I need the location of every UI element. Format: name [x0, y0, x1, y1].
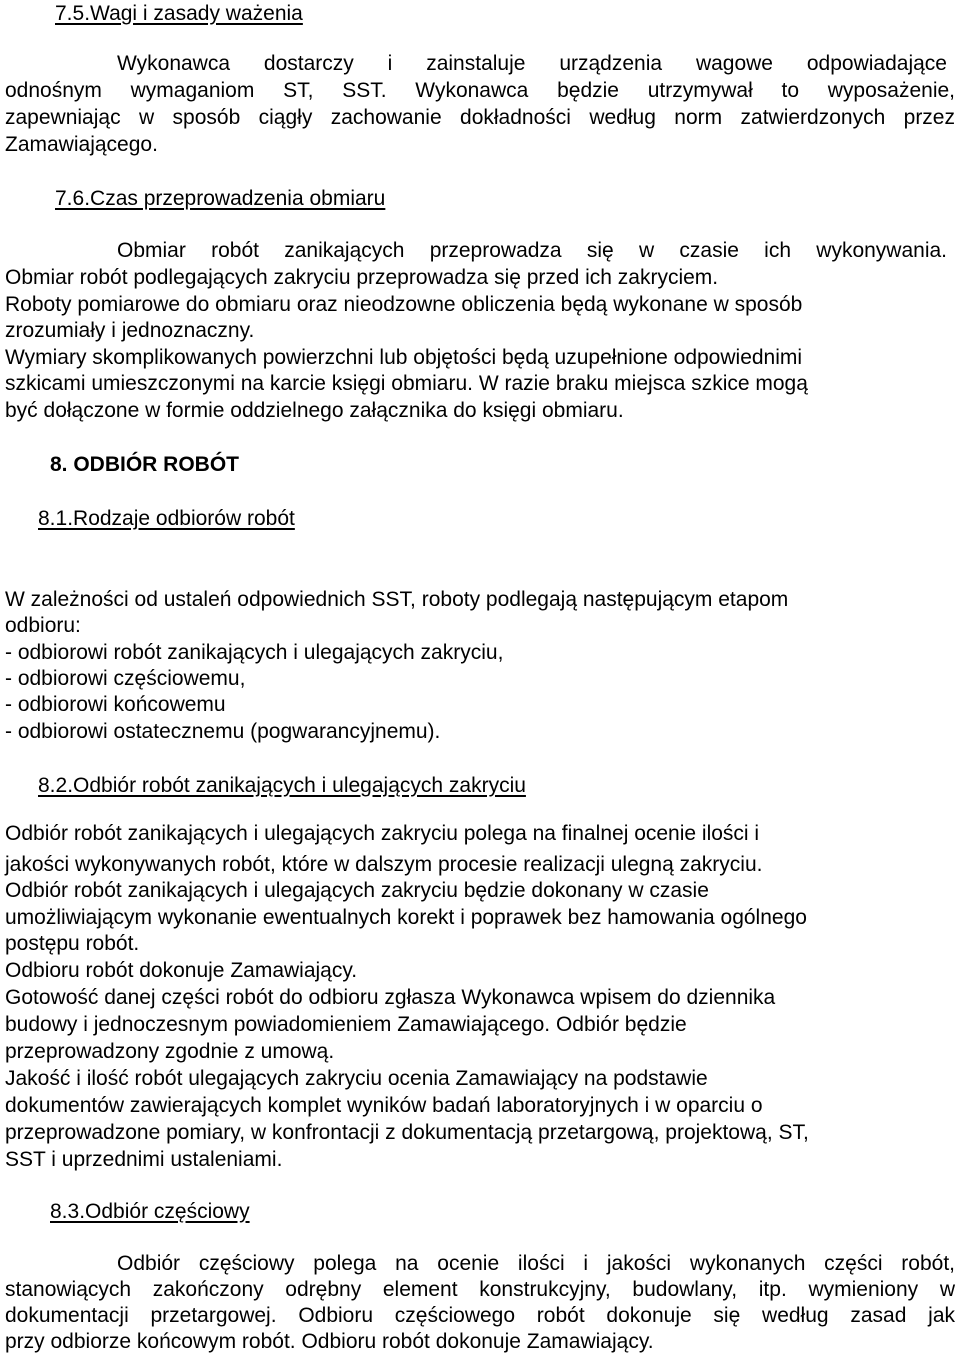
paragraph-line: Wymiary skomplikowanych powierzchni lub objętości będą uzupełnione odpowiednimi — [5, 346, 803, 369]
paragraph-line: postępu robót. — [5, 932, 140, 955]
paragraph-line: odbioru: — [5, 614, 81, 637]
section-7-5-heading: 7.5.Wagi i zasady ważenia — [55, 2, 303, 25]
paragraph-line: szkicami umieszczonymi na karcie księgi obmiaru. W razie braku miejsca szkice mogą — [5, 372, 808, 395]
paragraph-line: Obmiar robót podlegających zakryciu przeprowadza się przed ich zakryciem. — [5, 266, 719, 289]
section-8-3-heading: 8.3.Odbiór częściowy — [50, 1200, 250, 1223]
section-8-1-heading: 8.1.Rodzaje odbiorów robót — [38, 507, 295, 530]
paragraph-line: Obmiar robót zanikających przeprowadza się w czasie ich wykonywania. — [117, 239, 947, 262]
paragraph-line: być dołączone w formie oddzielnego załącznika do księgi obmiaru. — [5, 399, 624, 422]
paragraph-line: dokumentów zawierających komplet wyników badań laboratoryjnych i w oparciu o — [5, 1094, 763, 1117]
list-item: - odbiorowi częściowemu, — [5, 667, 246, 690]
paragraph-line: przy odbiorze końcowym robót. Odbioru robót dokonuje Zamawiający. — [5, 1330, 654, 1353]
paragraph-line: stanowiących zakończony odrębny element konstrukcyjny, budowlany, itp. wymieniony w — [5, 1278, 955, 1301]
paragraph-line: odnośnym wymaganiom ST, SST. Wykonawca będzie utrzymywał to wyposażenie, — [5, 79, 955, 102]
paragraph-line: Roboty pomiarowe do obmiaru oraz nieodzowne obliczenia będą wykonane w sposób — [5, 293, 803, 316]
paragraph-line: Odbiór robót zanikających i ulegających zakryciu będzie dokonany w czasie — [5, 879, 709, 902]
paragraph-line: Wykonawca dostarczy i zainstaluje urządzenia wagowe odpowiadające — [117, 52, 947, 75]
paragraph-line: dokumentacji przetargowej. Odbioru częściowego robót dokonuje się według zasad jak — [5, 1304, 955, 1327]
paragraph-line: przeprowadzony zgodnie z umową. — [5, 1040, 335, 1063]
paragraph-line: przeprowadzone pomiary, w konfrontacji z dokumentacją przetargową, projektową, ST, — [5, 1121, 809, 1144]
list-item: - odbiorowi końcowemu — [5, 693, 226, 716]
section-7-6-heading: 7.6.Czas przeprowadzenia obmiaru — [55, 187, 386, 210]
section-8-heading: 8. ODBIÓR ROBÓT — [50, 453, 240, 476]
paragraph-line: umożliwiającym wykonanie ewentualnych korekt i poprawek bez hamowania ogólnego — [5, 906, 807, 929]
paragraph-line: Odbiór robót zanikających i ulegających zakryciu polega na finalnej ocenie ilości i — [5, 822, 760, 845]
paragraph-line: jakości wykonywanych robót, które w dalszym procesie realizacji ulegną zakryciu. — [5, 853, 763, 876]
paragraph-line: zapewniając w sposób ciągły zachowanie dokładności według norm zatwierdzonych przez — [5, 106, 955, 129]
paragraph-line: W zależności od ustaleń odpowiednich SST, roboty podlegają następującym etapom — [5, 588, 789, 611]
paragraph-line: Zamawiającego. — [5, 133, 158, 156]
paragraph-line: Jakość i ilość robót ulegających zakryciu ocenia Zamawiający na podstawie — [5, 1067, 708, 1090]
paragraph-line: Odbiór częściowy polega na ocenie ilości i jakości wykonanych części robót, — [117, 1252, 955, 1275]
paragraph-line: budowy i jednoczesnym powiadomieniem Zamawiającego. Odbiór będzie — [5, 1013, 687, 1036]
paragraph-line: Odbioru robót dokonuje Zamawiający. — [5, 959, 358, 982]
paragraph-line: SST i uprzednimi ustaleniami. — [5, 1148, 283, 1171]
paragraph-line: Gotowość danej części robót do odbioru zgłasza Wykonawca wpisem do dziennika — [5, 986, 776, 1009]
paragraph-line: zrozumiały i jednoznaczny. — [5, 319, 255, 342]
list-item: - odbiorowi robót zanikających i ulegających zakryciu, — [5, 641, 504, 664]
list-item: - odbiorowi ostatecznemu (pogwarancyjnemu). — [5, 720, 441, 743]
section-8-2-heading: 8.2.Odbiór robót zanikających i ulegających zakryciu — [38, 774, 526, 797]
